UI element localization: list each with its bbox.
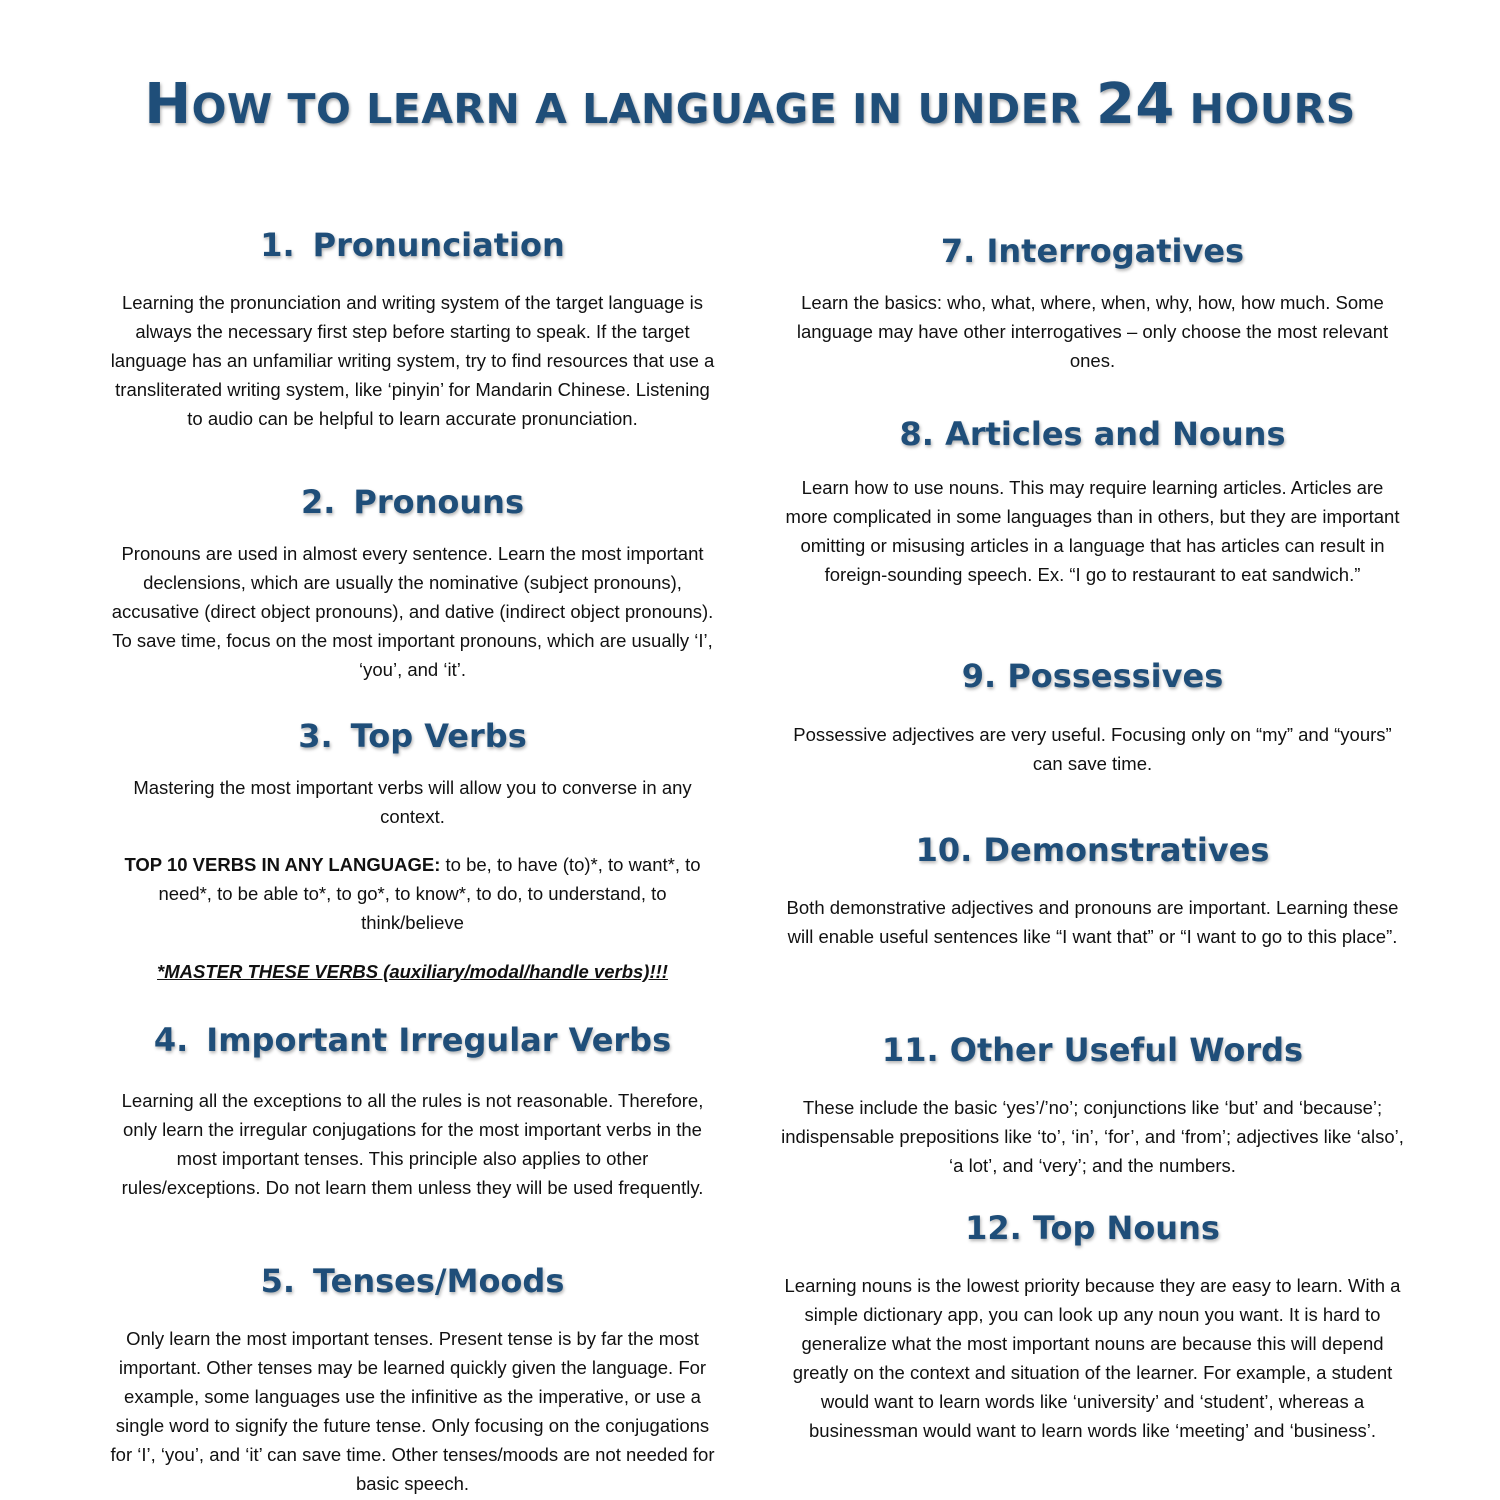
section-body-possessives: Possessive adjectives are very useful. Focusing only on “my” and “yours” can save time. xyxy=(793,724,1392,774)
title-number: 24 xyxy=(1095,72,1175,137)
section-body-demonstratives: Both demonstrative adjectives and pronouns are important. Learning these will enable useful sentences like “I want that” or “I want to go to this place”. xyxy=(786,897,1399,947)
section-heading-articles-nouns: 8. Articles and Nouns xyxy=(899,415,1286,453)
section-body-top-verbs: Mastering the most important verbs will allow you to converse in any context. xyxy=(133,777,692,827)
section-heading-other-useful-words: 11. Other Useful Words xyxy=(881,1031,1304,1069)
top-verbs-label: TOP 10 VERBS IN ANY LANGUAGE: xyxy=(124,854,441,875)
section-heading-possessives: 9. Possessives xyxy=(961,657,1224,695)
section-heading-top-verbs xyxy=(105,717,720,755)
section-body-interrogatives: Learn the basics: who, what, where, when, why, how, how much. Some language may have other interrogatives – only choose the most relevant ones. xyxy=(796,292,1389,371)
section-heading-irregular-verbs xyxy=(105,1021,720,1059)
section-title: Pronunciation xyxy=(312,226,565,264)
section-body-articles-nouns: Learn how to use nouns. This may require learning articles. Articles are more complicated in some languages than in others, but they are important omitting or misusing articles in a language that has articles can result in foreign-sounding speech. Ex. “I go to restaurant to eat sandwich.” xyxy=(785,477,1400,585)
section-body-pronouns: Pronouns are used in almost every sentence. Learn the most important declensions, which are usually the nominative (subject pronouns), accusative (direct object pronouns), and dative (indirect object pronouns). To save time, focus on the most important pronouns, which are usually ‘I’, ‘you’, and ‘it’. xyxy=(111,543,714,680)
title-initial: H xyxy=(144,72,192,137)
title-part-1: OW TO LEARN A LANGUAGE IN UNDER xyxy=(191,85,1096,133)
section-heading-top-nouns: 12. Top Nouns xyxy=(965,1209,1220,1247)
section-heading-interrogatives: 7. Interrogatives xyxy=(940,232,1245,270)
section-body-other-useful-words: These include the basic ‘yes’/’no’; conjunctions like ‘but’ and ‘because’; indispensable prepositions like ‘to’, ‘in’, ‘for’, and ‘from’; adjectives like ‘also’, ‘a lot’, and ‘very’; and the numbers. xyxy=(781,1097,1404,1176)
section-number: 1. xyxy=(260,226,295,264)
section-title: Important Irregular Verbs xyxy=(206,1021,672,1059)
top-verbs-list xyxy=(105,850,720,937)
section-heading-pronouns xyxy=(105,483,720,521)
section-heading-tenses-moods xyxy=(105,1262,720,1300)
top-verbs-items: to be, to have (to)*, to want*, to need*, to be able to*, to go*, to know*, to do, to understand, to think/believe xyxy=(158,854,701,933)
section-number: 5. xyxy=(260,1262,296,1300)
section-body-pronunciation: Learning the pronunciation and writing system of the target language is always the necessary first step before starting to speak. If the target language has an unfamiliar writing system, try to find resources that use a transliterated writing system, like ‘pinyin’ for Mandarin Chinese. Listening to audio can be helpful to learn accurate pronunciation. xyxy=(110,292,715,429)
section-body-tenses-moods: Only learn the most important tenses. Present tense is by far the most important. Other tenses may be learned quickly given the language. For example, some languages use the infinitive as the imperative, or use a single word to signify the future tense. Only focusing on the conjugations for ‘I’, ‘you’, and ‘it’ can save time. Other tenses/moods are not needed for basic speech. xyxy=(110,1328,715,1494)
section-body-top-nouns: Learning nouns is the lowest priority because they are easy to learn. With a simple dictionary app, you can look up any noun you want. It is hard to generalize what the most important nouns are because this will depend greatly on the context and situation of the learner. For example, a student would want to learn words like ‘university’ and ‘student’, whereas a businessman would want to learn words like ‘meeting’ and ‘business’. xyxy=(784,1275,1401,1441)
section-body-irregular-verbs: Learning all the exceptions to all the rules is not reasonable. Therefore, only learn the irregular conjugations for the most important verbs in the most important tenses. This principle also applies to other rules/exceptions. Do not learn them unless they will be used frequently. xyxy=(121,1090,704,1198)
section-title: Pronouns xyxy=(353,483,524,521)
section-title: Top Verbs xyxy=(350,717,527,755)
section-number: 2. xyxy=(300,483,336,521)
section-title: Tenses/Moods xyxy=(313,1262,565,1300)
master-verbs-note xyxy=(105,957,720,986)
section-number: 4. xyxy=(153,1021,189,1059)
section-heading-demonstratives: 10. Demonstratives xyxy=(915,831,1270,869)
section-number: 3. xyxy=(298,717,333,755)
title-part-2: HOURS xyxy=(1174,85,1356,133)
master-verbs-note-text: *MASTER THESE VERBS (auxiliary/modal/handle verbs)!!! xyxy=(157,961,668,982)
page-title xyxy=(0,72,1500,137)
section-heading-pronunciation xyxy=(105,226,720,264)
